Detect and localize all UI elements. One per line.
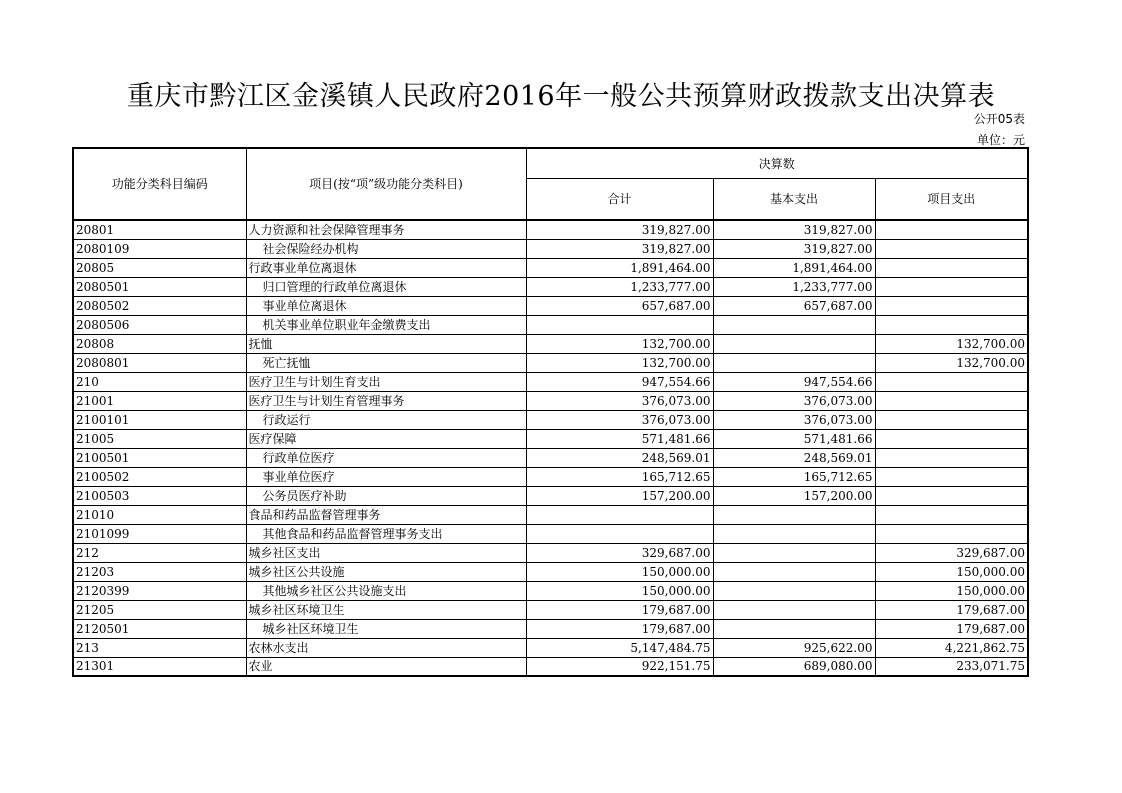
row-project: 179,687.00: [875, 619, 1028, 638]
row-project: 233,071.75: [875, 657, 1028, 676]
row-total: [526, 505, 713, 524]
row-name: 城乡社区支出: [246, 543, 526, 562]
row-name: 医疗卫生与计划生育管理事务: [246, 391, 526, 410]
row-project: 329,687.00: [875, 543, 1028, 562]
row-total: 376,073.00: [526, 410, 713, 429]
row-code: 210: [73, 372, 246, 391]
row-project: 150,000.00: [875, 581, 1028, 600]
row-code: 2080502: [73, 296, 246, 315]
table-row: [73, 277, 1028, 296]
row-project: [875, 258, 1028, 277]
row-project: [875, 524, 1028, 543]
row-project: [875, 505, 1028, 524]
form-code: 公开05表: [973, 112, 1025, 126]
header-project: 项目支出: [875, 179, 1028, 221]
row-code: 21203: [73, 562, 246, 581]
row-total: 1,891,464.00: [526, 258, 713, 277]
row-project: [875, 467, 1028, 486]
row-name: 行政运行: [246, 410, 526, 429]
row-code: 2100502: [73, 467, 246, 486]
row-basic: [713, 543, 875, 562]
row-total: 132,700.00: [526, 353, 713, 372]
report-title: 重庆市黔江区金溪镇人民政府2016年一般公共预算财政拨款支出决算表: [126, 81, 996, 112]
row-name: 医疗保障: [246, 429, 526, 448]
table-row: [73, 448, 1028, 467]
row-project: [875, 296, 1028, 315]
row-code: 21010: [73, 505, 246, 524]
row-project: [875, 486, 1028, 505]
row-total: 179,687.00: [526, 619, 713, 638]
row-code: 20805: [73, 258, 246, 277]
row-total: 157,200.00: [526, 486, 713, 505]
row-code: 20808: [73, 334, 246, 353]
row-basic: 1,891,464.00: [713, 258, 875, 277]
row-total: 657,687.00: [526, 296, 713, 315]
header-total: 合计: [526, 179, 713, 221]
table-row: [73, 486, 1028, 505]
row-code: 213: [73, 638, 246, 657]
row-name: 行政事业单位离退休: [246, 258, 526, 277]
row-code: 2080501: [73, 277, 246, 296]
row-basic: 376,073.00: [713, 391, 875, 410]
row-project: [875, 315, 1028, 334]
row-basic: 157,200.00: [713, 486, 875, 505]
row-code: 21301: [73, 657, 246, 676]
row-name: 农林水支出: [246, 638, 526, 657]
row-basic: 319,827.00: [713, 239, 875, 258]
row-total: 179,687.00: [526, 600, 713, 619]
table-row: [73, 220, 1028, 239]
table-row: [73, 467, 1028, 486]
header-basic: 基本支出: [713, 179, 875, 221]
row-total: 150,000.00: [526, 581, 713, 600]
row-basic: [713, 600, 875, 619]
table-row: [73, 353, 1028, 372]
table-row: [73, 239, 1028, 258]
row-code: 20801: [73, 220, 246, 239]
row-code: 2100101: [73, 410, 246, 429]
row-basic: [713, 334, 875, 353]
header-code: 功能分类科目编码: [73, 148, 246, 220]
row-name: 医疗卫生与计划生育支出: [246, 372, 526, 391]
row-total: 947,554.66: [526, 372, 713, 391]
row-code: 2101099: [73, 524, 246, 543]
row-code: 21205: [73, 600, 246, 619]
table-row: [73, 505, 1028, 524]
row-name: 抚恤: [246, 334, 526, 353]
row-name: 行政单位医疗: [246, 448, 526, 467]
row-total: [526, 524, 713, 543]
row-project: 179,687.00: [875, 600, 1028, 619]
row-basic: 248,569.01: [713, 448, 875, 467]
row-basic: 689,080.00: [713, 657, 875, 676]
row-basic: 1,233,777.00: [713, 277, 875, 296]
row-name: 事业单位医疗: [246, 467, 526, 486]
header-name: 项目(按“项”级功能分类科目): [246, 148, 526, 220]
row-total: 132,700.00: [526, 334, 713, 353]
table-row: [73, 258, 1028, 277]
row-code: 2120399: [73, 581, 246, 600]
row-project: [875, 391, 1028, 410]
table-row: [73, 429, 1028, 448]
row-project: [875, 220, 1028, 239]
table-row: [73, 296, 1028, 315]
row-total: 571,481.66: [526, 429, 713, 448]
row-code: 2080109: [73, 239, 246, 258]
row-total: 329,687.00: [526, 543, 713, 562]
table-row: [73, 657, 1028, 676]
row-total: 5,147,484.75: [526, 638, 713, 657]
row-name: 城乡社区环境卫生: [246, 600, 526, 619]
table-row: [73, 334, 1028, 353]
table-row: [73, 600, 1028, 619]
row-name: 人力资源和社会保障管理事务: [246, 220, 526, 239]
row-code: 2100503: [73, 486, 246, 505]
row-basic: [713, 562, 875, 581]
row-code: 2120501: [73, 619, 246, 638]
table-row: [73, 391, 1028, 410]
row-name: 机关事业单位职业年金缴费支出: [246, 315, 526, 334]
row-project: [875, 239, 1028, 258]
row-total: 376,073.00: [526, 391, 713, 410]
row-name: 其他城乡社区公共设施支出: [246, 581, 526, 600]
row-basic: 376,073.00: [713, 410, 875, 429]
row-project: [875, 372, 1028, 391]
row-name: 食品和药品监督管理事务: [246, 505, 526, 524]
row-project: [875, 277, 1028, 296]
header-group: 决算数: [526, 148, 1028, 179]
row-project: [875, 448, 1028, 467]
row-name: 社会保险经办机构: [246, 239, 526, 258]
row-name: 死亡抚恤: [246, 353, 526, 372]
row-code: 21005: [73, 429, 246, 448]
row-total: 248,569.01: [526, 448, 713, 467]
row-name: 事业单位离退休: [246, 296, 526, 315]
row-total: 150,000.00: [526, 562, 713, 581]
row-total: 922,151.75: [526, 657, 713, 676]
table-row: [73, 524, 1028, 543]
unit-label: 单位：元: [976, 133, 1025, 147]
table-body: [73, 220, 1028, 676]
table-row: [73, 638, 1028, 657]
row-basic: [713, 505, 875, 524]
row-project: 150,000.00: [875, 562, 1028, 581]
row-code: 212: [73, 543, 246, 562]
row-total: 319,827.00: [526, 220, 713, 239]
row-basic: 571,481.66: [713, 429, 875, 448]
row-name: 公务员医疗补助: [246, 486, 526, 505]
row-name: 城乡社区公共设施: [246, 562, 526, 581]
row-basic: 947,554.66: [713, 372, 875, 391]
row-total: 165,712.65: [526, 467, 713, 486]
row-project: [875, 410, 1028, 429]
row-project: 4,221,862.75: [875, 638, 1028, 657]
row-name: 其他食品和药品监督管理事务支出: [246, 524, 526, 543]
table-row: [73, 619, 1028, 638]
row-total: 1,233,777.00: [526, 277, 713, 296]
row-project: 132,700.00: [875, 334, 1028, 353]
row-project: 132,700.00: [875, 353, 1028, 372]
row-total: 319,827.00: [526, 239, 713, 258]
row-code: 2080506: [73, 315, 246, 334]
row-total: [526, 315, 713, 334]
row-basic: [713, 581, 875, 600]
row-basic: [713, 315, 875, 334]
row-basic: 657,687.00: [713, 296, 875, 315]
row-basic: [713, 619, 875, 638]
table-row: [73, 581, 1028, 600]
row-name: 归口管理的行政单位离退休: [246, 277, 526, 296]
row-basic: 165,712.65: [713, 467, 875, 486]
expenditure-table: [72, 147, 1029, 677]
row-basic: [713, 524, 875, 543]
row-basic: 925,622.00: [713, 638, 875, 657]
row-basic: [713, 353, 875, 372]
row-code: 21001: [73, 391, 246, 410]
table-row: [73, 410, 1028, 429]
table-row: [73, 562, 1028, 581]
row-code: 2100501: [73, 448, 246, 467]
row-name: 城乡社区环境卫生: [246, 619, 526, 638]
row-code: 2080801: [73, 353, 246, 372]
row-basic: 319,827.00: [713, 220, 875, 239]
row-project: [875, 429, 1028, 448]
row-name: 农业: [246, 657, 526, 676]
table-header: [73, 148, 1028, 220]
table-row: [73, 543, 1028, 562]
table-row: [73, 315, 1028, 334]
table-row: [73, 372, 1028, 391]
